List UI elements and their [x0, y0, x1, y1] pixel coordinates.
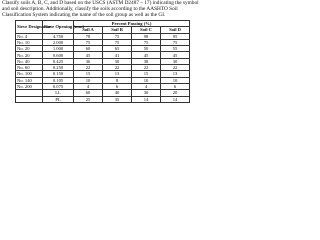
sieve-designation-cell: No. 10	[16, 39, 43, 45]
percent-passing-cell: 6	[161, 83, 190, 89]
limit-label-cell: LL	[43, 90, 74, 96]
header-soil-c: Soil C	[132, 27, 161, 33]
limit-label-cell: PL	[43, 96, 74, 102]
sieve-designation-cell: No. 200	[16, 83, 43, 89]
percent-passing-cell: 55	[161, 46, 190, 52]
percent-passing-cell: 38	[132, 58, 161, 64]
sieve-opening-cell: 0.150	[43, 71, 74, 77]
percent-passing-cell: 41	[103, 52, 132, 58]
problem-statement: Classify soils A, B, C, and D based on the USCS (ASTM D2487 – 17) indicating the symbol and soil description. Additionally, classify the soils according to the AASHTO Soil Classification System indicating the name of the soil group as well as the GI.	[2, 0, 199, 19]
header-sieve-opening: Sieve Opening (mm)	[43, 21, 74, 34]
sieve-designation-cell: No. 20	[16, 52, 43, 58]
limit-value-cell: 14	[132, 96, 161, 102]
sieve-designation-cell: No. 40	[16, 58, 43, 64]
sieve-opening-cell: 4.750	[43, 33, 74, 39]
header-sieve-designation: Sieve Designation	[16, 21, 43, 34]
limit-value-cell: 20	[161, 90, 190, 96]
percent-passing-cell: 10	[74, 77, 103, 83]
percent-passing-cell: 8	[103, 77, 132, 83]
percent-passing-cell: 65	[103, 46, 132, 52]
percent-passing-cell: 22	[103, 65, 132, 71]
sieve-opening-cell: 0.105	[43, 77, 74, 83]
sieve-opening-cell: 2.000	[43, 39, 74, 45]
percent-passing-cell: 22	[161, 65, 190, 71]
sieve-opening-cell: 1.000	[43, 46, 74, 52]
sieve-opening-cell: 0.075	[43, 83, 74, 89]
header-percent-passing: Percent Passing (%)	[74, 21, 190, 27]
percent-passing-cell: 75	[103, 33, 132, 39]
limit-value-cell: 30	[132, 90, 161, 96]
percent-passing-cell: 50	[132, 46, 161, 52]
plastic-limit-row	[16, 96, 190, 102]
percent-passing-cell: 45	[74, 52, 103, 58]
percent-passing-cell: 45	[132, 52, 161, 58]
percent-passing-cell: 60	[74, 46, 103, 52]
percent-passing-cell: 6	[103, 83, 132, 89]
sieve-designation-cell: No. 60	[16, 65, 43, 71]
percent-passing-cell: 15	[74, 71, 103, 77]
sieve-designation-cell: No. 100	[16, 71, 43, 77]
limit-value-cell: 60	[74, 90, 103, 96]
percent-passing-cell: 36	[74, 58, 103, 64]
percent-passing-cell: 30	[161, 58, 190, 64]
percent-passing-cell: 75	[132, 39, 161, 45]
header-soil-d: Soil D	[161, 27, 190, 33]
percent-passing-cell: 78	[74, 33, 103, 39]
percent-passing-cell: 30	[103, 58, 132, 64]
limit-value-cell: 40	[103, 90, 132, 96]
header-soil-b: Soil B	[103, 27, 132, 33]
percent-passing-cell: 45	[161, 52, 190, 58]
limit-value-cell: 14	[161, 96, 190, 102]
percent-passing-cell: 13	[161, 71, 190, 77]
percent-passing-cell: 15	[132, 71, 161, 77]
percent-passing-cell: 13	[103, 71, 132, 77]
empty-cell	[16, 96, 43, 102]
percent-passing-cell: 95	[161, 33, 190, 39]
sieve-analysis-table	[15, 20, 190, 103]
sieve-opening-cell: 0.600	[43, 52, 74, 58]
sieve-designation-cell: No. 20	[16, 46, 43, 52]
sieve-designation-cell: No. 140	[16, 77, 43, 83]
percent-passing-cell: 75	[103, 39, 132, 45]
percent-passing-cell: 4	[74, 83, 103, 89]
percent-passing-cell: 22	[74, 65, 103, 71]
percent-passing-cell: 10	[132, 77, 161, 83]
sieve-opening-cell: 0.425	[43, 58, 74, 64]
percent-passing-cell: 75	[74, 39, 103, 45]
percent-passing-cell: 98	[132, 33, 161, 39]
percent-passing-cell: 22	[132, 65, 161, 71]
limit-value-cell: 25	[74, 96, 103, 102]
header-soil-a: Soil A	[74, 27, 103, 33]
percent-passing-cell: 4	[132, 83, 161, 89]
sieve-designation-cell: No. 4	[16, 33, 43, 39]
percent-passing-cell: 10	[161, 77, 190, 83]
sieve-opening-cell: 0.250	[43, 65, 74, 71]
percent-passing-cell: 75	[161, 39, 190, 45]
limit-value-cell: 35	[103, 96, 132, 102]
